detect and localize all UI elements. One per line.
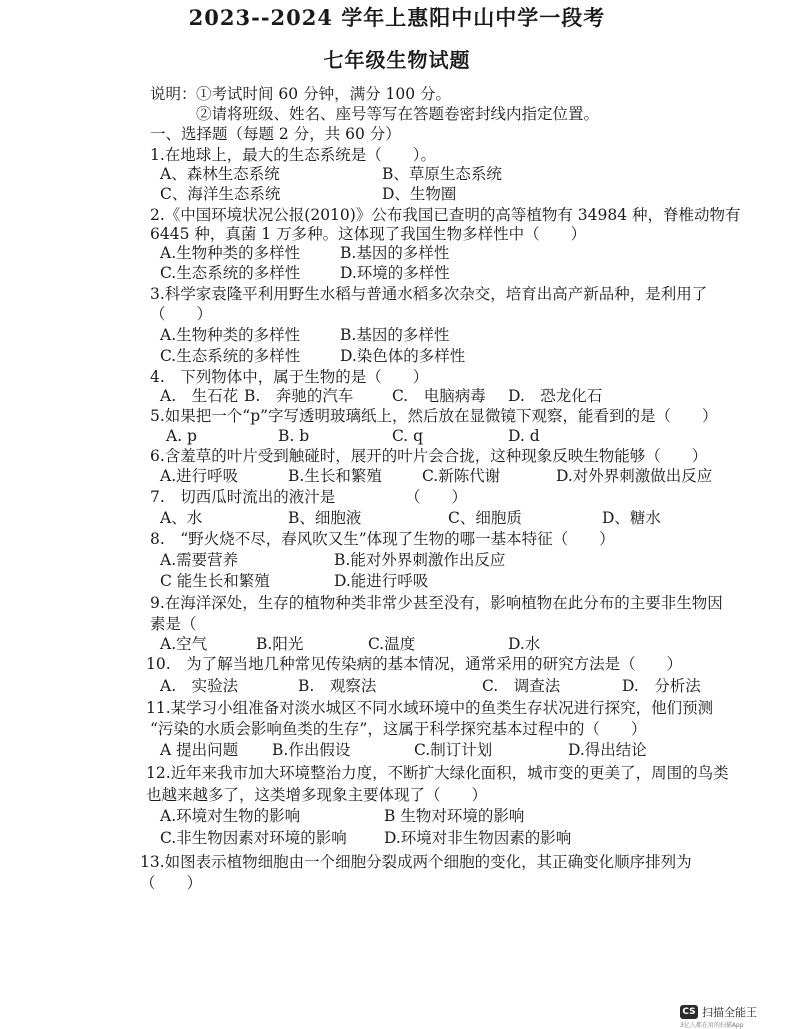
instructions-label: 说明：: [150, 85, 197, 103]
q6-option-d: D.对外界刺激做出反应: [556, 467, 713, 485]
instruction-line-2: ②请将班级、姓名、座号等写在答题卷密封线内指定位置。: [196, 105, 600, 123]
scanner-watermark: [680, 1004, 757, 1020]
q3-option-c: C.生态系统的多样性: [160, 347, 301, 365]
q2-option-b: B.基因的多样性: [340, 244, 450, 262]
q7-option-c: C、细胞质: [448, 509, 522, 527]
q8-option-c: C 能生长和繁殖: [160, 572, 270, 590]
exam-title: 2023--2024 学年上惠阳中山中学一段考: [188, 5, 606, 30]
q5-option-a: A. p: [166, 427, 197, 445]
scanner-app-name: 扫描全能王: [702, 1006, 757, 1019]
scanner-logo-icon: CS: [680, 1005, 698, 1019]
question-2-stem-line-1: 2.《中国环境状况公报(2010)》公布我国已查明的高等植物有 34984 种，脊椎动物有: [150, 206, 741, 224]
q5-option-d: D. d: [508, 427, 540, 445]
q2-option-a: A.生物种类的多样性: [160, 244, 301, 262]
scanner-tagline: 3亿人都在用的扫描App: [680, 1022, 744, 1029]
q8-option-a: A.需要营养: [160, 551, 239, 569]
q12-option-d: D.环境对非生物因素的影响: [384, 829, 572, 847]
q3-option-b: B.基因的多样性: [340, 326, 450, 344]
question-6-stem: 6.含羞草的叶片受到触碰时，展开的叶片会合拢，这种现象反映生物能够（ ）: [150, 447, 708, 465]
question-11-stem-line-2: “污染的水质会影响鱼类的生存”，这属于科学探究基本过程中的（ ）: [150, 720, 647, 738]
q10-option-a: A. 实验法: [160, 677, 239, 695]
q8-option-b: B.能对外界刺激作出反应: [334, 551, 506, 569]
question-1-stem: 1.在地球上，最大的生态系统是（ ）。: [150, 146, 437, 164]
question-7-stem: 7. 切西瓜时流出的液汁是 （ ）: [150, 488, 468, 506]
q8-option-d: D.能进行呼吸: [334, 572, 429, 590]
question-13-stem-line-2: （ ）: [140, 874, 203, 892]
question-3-stem-line-1: 3.科学家袁隆平利用野生水稻与普通水稻多次杂交，培育出高产新品种，是利用了: [150, 285, 708, 303]
q9-option-d: D.水: [508, 635, 541, 653]
q12-option-b: B 生物对环境的影响: [384, 807, 525, 825]
q10-option-d: D. 分析法: [622, 677, 701, 695]
question-10-stem: 10. 为了解当地几种常见传染病的基本情况，通常采用的研究方法是（ ）: [146, 655, 683, 673]
exam-subtitle: 七年级生物试题: [323, 48, 471, 72]
q11-option-a: A 提出问题: [160, 741, 239, 759]
q1-option-d: D、生物圈: [382, 185, 457, 203]
question-9-stem-line-2: 素是（: [150, 615, 197, 633]
q4-option-c: C. 电脑病毒: [392, 387, 486, 405]
question-13-stem-line-1: 13.如图表示植物细胞由一个细胞分裂成两个细胞的变化，其正确变化顺序排列为: [140, 853, 692, 871]
q6-option-b: B.生长和繁殖: [288, 467, 382, 485]
q9-option-c: C.温度: [368, 635, 416, 653]
question-3-stem-line-2: （ ）: [150, 305, 213, 323]
q7-option-b: B、细胞液: [288, 509, 362, 527]
q4-option-a: A. 生石花: [160, 387, 239, 405]
q4-option-b: B. 奔驰的汽车: [244, 387, 354, 405]
question-4-stem: 4. 下列物体中，属于生物的是（ ）: [150, 368, 429, 386]
q1-option-c: C、海洋生态系统: [160, 185, 281, 203]
q2-option-c: C.生态系统的多样性: [160, 264, 301, 282]
q4-option-d: D. 恐龙化石: [508, 387, 603, 405]
q11-option-b: B.作出假设: [272, 741, 351, 759]
q7-option-d: D、糖水: [602, 509, 661, 527]
q1-option-a: A、森林生态系统: [160, 165, 280, 183]
q10-option-b: B. 观察法: [298, 677, 377, 695]
q2-option-d: D.环境的多样性: [340, 264, 450, 282]
q6-option-c: C.新陈代谢: [422, 467, 501, 485]
question-12-stem-line-2: 也越来越多了，这类增多现象主要体现了（ ）: [146, 786, 488, 804]
question-8-stem: 8. “野火烧不尽，春风吹又生”体现了生物的哪一基本特征（ ）: [150, 530, 615, 548]
q9-option-a: A.空气: [160, 635, 208, 653]
q3-option-a: A.生物种类的多样性: [160, 326, 301, 344]
question-11-stem-line-1: 11.某学习小组准备对淡水城区不同水域环境中的鱼类生存状况进行探究，他们预测: [146, 699, 714, 717]
q6-option-a: A.进行呼吸: [160, 467, 239, 485]
q1-option-b: B、草原生态系统: [382, 165, 502, 183]
question-2-stem-line-2: 6445 种，真菌 1 万多种。这体现了我国生物多样性中（ ）: [150, 225, 587, 243]
q12-option-a: A.环境对生物的影响: [160, 807, 301, 825]
q11-option-c: C.制订计划: [414, 741, 493, 759]
q12-option-c: C.非生物因素对环境的影响: [160, 829, 347, 847]
question-5-stem: 5.如果把一个“p”字写透明玻璃纸上，然后放在显微镜下观察，能看到的是（ ）: [150, 407, 718, 425]
question-9-stem-line-1: 9.在海洋深处，生存的植物种类非常少甚至没有，影响植物在此分布的主要非生物因: [150, 594, 723, 612]
question-12-stem-line-1: 12.近年来我市加大环境整治力度，不断扩大绿化面积，城市变的更美了，周围的鸟类: [146, 764, 729, 782]
section-heading: 一、选择题（每题 2 分，共 60 分）: [150, 125, 401, 143]
q11-option-d: D.得出结论: [568, 741, 647, 759]
q7-option-a: A、水: [160, 509, 203, 527]
q3-option-d: D.染色体的多样性: [340, 347, 466, 365]
q5-option-c: C. q: [392, 427, 424, 445]
instruction-line-1: ①考试时间 60 分钟，满分 100 分。: [196, 85, 452, 103]
q5-option-b: B. b: [278, 427, 310, 445]
q9-option-b: B.阳光: [256, 635, 304, 653]
q10-option-c: C. 调查法: [482, 677, 561, 695]
